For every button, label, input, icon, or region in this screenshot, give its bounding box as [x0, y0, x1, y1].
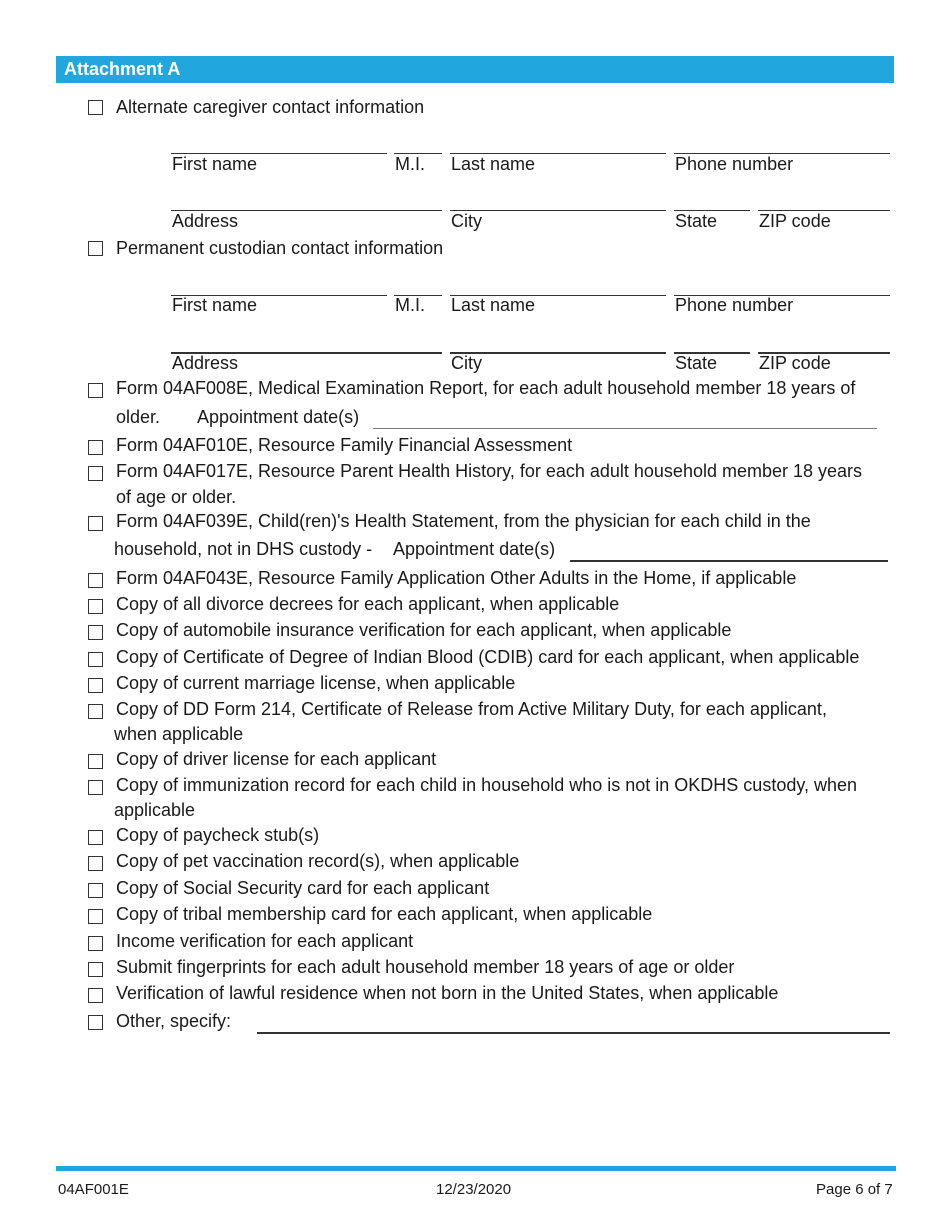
- footer-page-number: Page 6 of 7: [816, 1181, 893, 1198]
- form-039-checkbox[interactable]: [88, 516, 103, 531]
- lawful-residence-checkbox[interactable]: [88, 988, 103, 1003]
- form-008-text-line2: older.: [116, 407, 161, 427]
- lawful-residence-text: Verification of lawful residence when not born in the United States, when applicable: [116, 983, 779, 1003]
- alternate-caregiver-checkbox[interactable]: [88, 100, 103, 115]
- tribal-card-checkbox[interactable]: [88, 909, 103, 924]
- form-017-text-line1: Form 04AF017E, Resource Parent Health History, for each adult household member 18 years: [116, 461, 863, 481]
- paycheck-checkbox[interactable]: [88, 830, 103, 845]
- form-008-checkbox[interactable]: [88, 383, 103, 398]
- form-043-text: Form 04AF043E, Resource Family Application Other Adults in the Home, if applicable: [116, 568, 797, 588]
- immunization-text-line1: Copy of immunization record for each child in household who is not in OKDHS custody, when: [116, 775, 858, 795]
- marriage-license-text: Copy of current marriage license, when applicable: [116, 673, 516, 693]
- immunization-checkbox[interactable]: [88, 780, 103, 795]
- immunization-text-line2: applicable: [114, 800, 196, 820]
- fingerprints-text: Submit fingerprints for each adult household member 18 years of age or older: [116, 957, 735, 977]
- form-010-text: Form 04AF010E, Resource Family Financial Assessment: [116, 435, 573, 455]
- divorce-text: Copy of all divorce decrees for each applicant, when applicable: [116, 594, 620, 614]
- other-specify-label: Other, specify:: [116, 1011, 232, 1031]
- alt-first-name-label: First name: [172, 154, 258, 174]
- cdib-checkbox[interactable]: [88, 652, 103, 667]
- social-security-text: Copy of Social Security card for each applicant: [116, 878, 490, 898]
- driver-license-checkbox[interactable]: [88, 754, 103, 769]
- income-verification-text: Income verification for each applicant: [116, 931, 414, 951]
- permanent-custodian-label: Permanent custodian contact information: [116, 238, 444, 258]
- perm-zip-label: ZIP code: [759, 353, 831, 373]
- perm-state-label: State: [675, 353, 718, 373]
- section-header: Attachment A: [56, 56, 894, 83]
- dd214-checkbox[interactable]: [88, 704, 103, 719]
- perm-city-field[interactable]: [450, 352, 666, 354]
- form-017-text-line2: of age or older.: [116, 487, 237, 507]
- divorce-checkbox[interactable]: [88, 599, 103, 614]
- perm-city-label: City: [451, 353, 482, 373]
- permanent-custodian-checkbox[interactable]: [88, 241, 103, 256]
- cdib-text: Copy of Certificate of Degree of Indian Blood (CDIB) card for each applicant, when applicable: [116, 647, 860, 667]
- tribal-card-text: Copy of tribal membership card for each applicant, when applicable: [116, 904, 653, 924]
- form-039-text-line1: Form 04AF039E, Child(ren)'s Health Statement, from the physician for each child in the: [116, 511, 811, 531]
- pet-vaccination-text: Copy of pet vaccination record(s), when applicable: [116, 851, 520, 871]
- alt-zip-label: ZIP code: [759, 211, 831, 231]
- alt-mi-label: M.I.: [395, 154, 425, 174]
- footer-divider: [56, 1166, 896, 1171]
- form-008-text-line1: Form 04AF008E, Medical Examination Report, for each adult household member 18 years of: [116, 378, 856, 398]
- social-security-checkbox[interactable]: [88, 883, 103, 898]
- form-039-appointment-label: Appointment date(s): [393, 539, 556, 559]
- auto-insurance-checkbox[interactable]: [88, 625, 103, 640]
- footer-form-id: 04AF001E: [58, 1181, 129, 1198]
- dd214-text-line1: Copy of DD Form 214, Certificate of Release from Active Military Duty, for each applicant,: [116, 699, 827, 719]
- alt-city-label: City: [451, 211, 482, 231]
- perm-mi-label: M.I.: [395, 295, 425, 315]
- alt-address-label: Address: [172, 211, 239, 231]
- driver-license-text: Copy of driver license for each applicant: [116, 749, 437, 769]
- form-008-appointment-label: Appointment date(s): [197, 407, 360, 427]
- dd214-text-line2: when applicable: [114, 724, 244, 744]
- pet-vaccination-checkbox[interactable]: [88, 856, 103, 871]
- other-specify-field[interactable]: [257, 1032, 890, 1034]
- alternate-caregiver-label: Alternate caregiver contact information: [116, 97, 425, 117]
- form-017-checkbox[interactable]: [88, 466, 103, 481]
- income-verification-checkbox[interactable]: [88, 936, 103, 951]
- paycheck-text: Copy of paycheck stub(s): [116, 825, 320, 845]
- auto-insurance-text: Copy of automobile insurance verification for each applicant, when applicable: [116, 620, 732, 640]
- form-043-checkbox[interactable]: [88, 573, 103, 588]
- footer-date: 12/23/2020: [436, 1181, 512, 1198]
- perm-first-name-label: First name: [172, 295, 258, 315]
- form-039-text-line2: household, not in DHS custody -: [114, 539, 373, 559]
- alt-phone-label: Phone number: [675, 154, 794, 174]
- perm-address-label: Address: [172, 353, 239, 373]
- alt-last-name-label: Last name: [451, 154, 536, 174]
- other-checkbox[interactable]: [88, 1015, 103, 1030]
- form-008-appointment-field[interactable]: [373, 428, 877, 429]
- form-039-appointment-field[interactable]: [570, 560, 888, 562]
- perm-last-name-label: Last name: [451, 295, 536, 315]
- fingerprints-checkbox[interactable]: [88, 962, 103, 977]
- alt-state-label: State: [675, 211, 718, 231]
- alt-city-field[interactable]: [450, 210, 666, 211]
- perm-phone-label: Phone number: [675, 295, 794, 315]
- form-010-checkbox[interactable]: [88, 440, 103, 455]
- marriage-license-checkbox[interactable]: [88, 678, 103, 693]
